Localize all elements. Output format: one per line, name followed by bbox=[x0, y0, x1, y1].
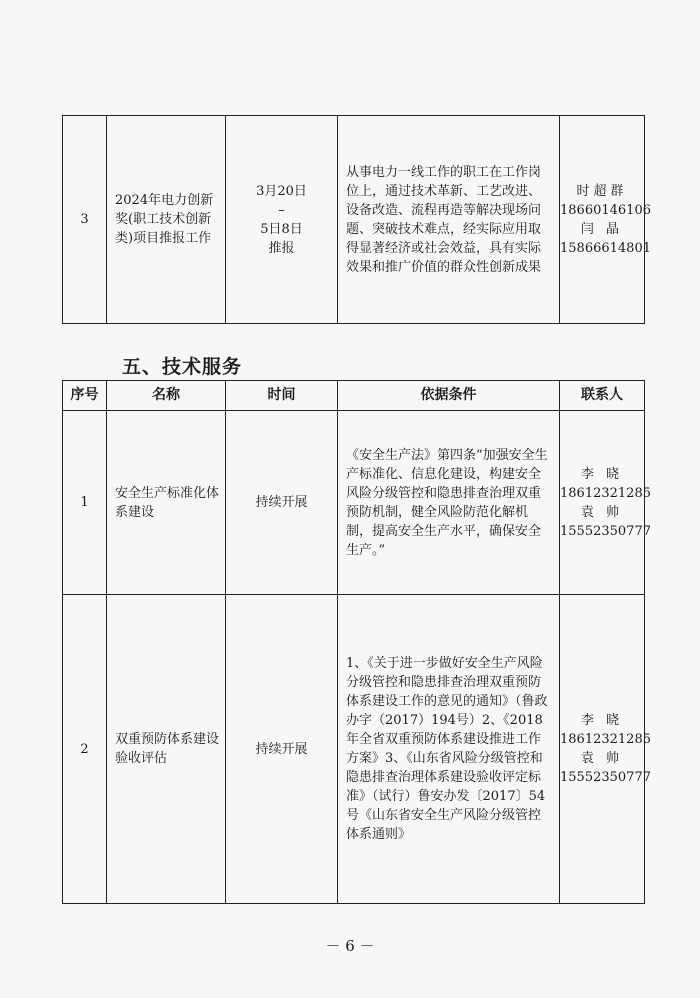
time-line: 推报 bbox=[268, 240, 295, 256]
contact-phone: 18660146106 bbox=[560, 202, 651, 218]
row-number: 2 bbox=[63, 595, 107, 904]
contact-name: 李 晓 bbox=[580, 713, 624, 728]
contact-phone: 15552350777 bbox=[560, 523, 651, 539]
contact-phone: 15866614801 bbox=[560, 240, 651, 256]
contact-phone: 18612321285 bbox=[560, 732, 651, 747]
item-contacts bbox=[560, 116, 651, 324]
table-row bbox=[63, 411, 645, 595]
contact-name: 时超群 bbox=[576, 183, 628, 199]
header-contact: 联系人 bbox=[560, 381, 645, 411]
header-name: 名称 bbox=[107, 381, 226, 411]
item-contacts bbox=[560, 411, 651, 595]
basis-text: 1、《关于进一步做好安全生产风险分级管控和隐患排查治理双重预防体系建设工作的意见的通知》（鲁政办字（2017）194号）2、《2018年全省双重预防体系建设推进工作方案》3、《山东省风险分级管控和隐患排查治理体系建设验收评定标准》（试行）鲁安办发〔2017〕54号《山东省安全生产风险分级管控体系通则》 bbox=[346, 656, 548, 842]
technical-services-table bbox=[62, 380, 651, 904]
time-line: – bbox=[278, 202, 285, 218]
table-header-row bbox=[63, 381, 645, 411]
time-line: 5日8日 bbox=[260, 221, 303, 237]
contact-name: 李 晓 bbox=[580, 466, 624, 482]
basis-text: 从事电力一线工作的职工在工作岗位上，通过技术革新、工艺改进、设备改造、流程再造等解决现场问题、突破技术难点，经实际应用取得显著经济或社会效益，具有实际效果和推广价值的群众性创新成果 bbox=[346, 164, 542, 275]
item-name: 双重预防体系建设验收评估 bbox=[107, 595, 226, 904]
item-basis bbox=[338, 595, 560, 904]
item-contacts bbox=[560, 595, 651, 904]
item-basis bbox=[338, 116, 560, 324]
contact-name: 袁 帅 bbox=[580, 504, 624, 520]
time-line: 3月20日 bbox=[256, 183, 307, 199]
table-continued bbox=[62, 115, 651, 324]
contact-name: 闫 晶 bbox=[580, 221, 624, 237]
row-number: 1 bbox=[63, 411, 107, 595]
row-number: 3 bbox=[63, 116, 107, 324]
item-basis bbox=[338, 411, 560, 595]
contact-name: 袁 帅 bbox=[580, 751, 624, 766]
header-basis: 依据条件 bbox=[338, 381, 560, 411]
contact-phone: 18612321285 bbox=[560, 485, 651, 501]
item-time bbox=[226, 116, 338, 324]
item-name: 安全生产标准化体系建设 bbox=[107, 411, 226, 595]
item-name: 2024年电力创新奖(职工技术创新类)项目推报工作 bbox=[107, 116, 226, 324]
header-no: 序号 bbox=[63, 381, 107, 411]
header-time: 时间 bbox=[226, 381, 338, 411]
section-heading: 五、技术服务 bbox=[122, 356, 243, 378]
item-time: 持续开展 bbox=[226, 411, 338, 595]
contact-phone: 15552350777 bbox=[560, 770, 651, 785]
table-row bbox=[63, 116, 645, 324]
item-time: 持续开展 bbox=[226, 595, 338, 904]
table-row bbox=[63, 595, 645, 904]
page-number: － 6 － bbox=[325, 937, 375, 955]
basis-text: 《安全生产法》第四条“加强安全生产标准化、信息化建设，构建安全风险分级管控和隐患排查治理双重预防机制，健全风险防范化解机制，提高安全生产水平，确保安全生产。” bbox=[346, 447, 548, 558]
